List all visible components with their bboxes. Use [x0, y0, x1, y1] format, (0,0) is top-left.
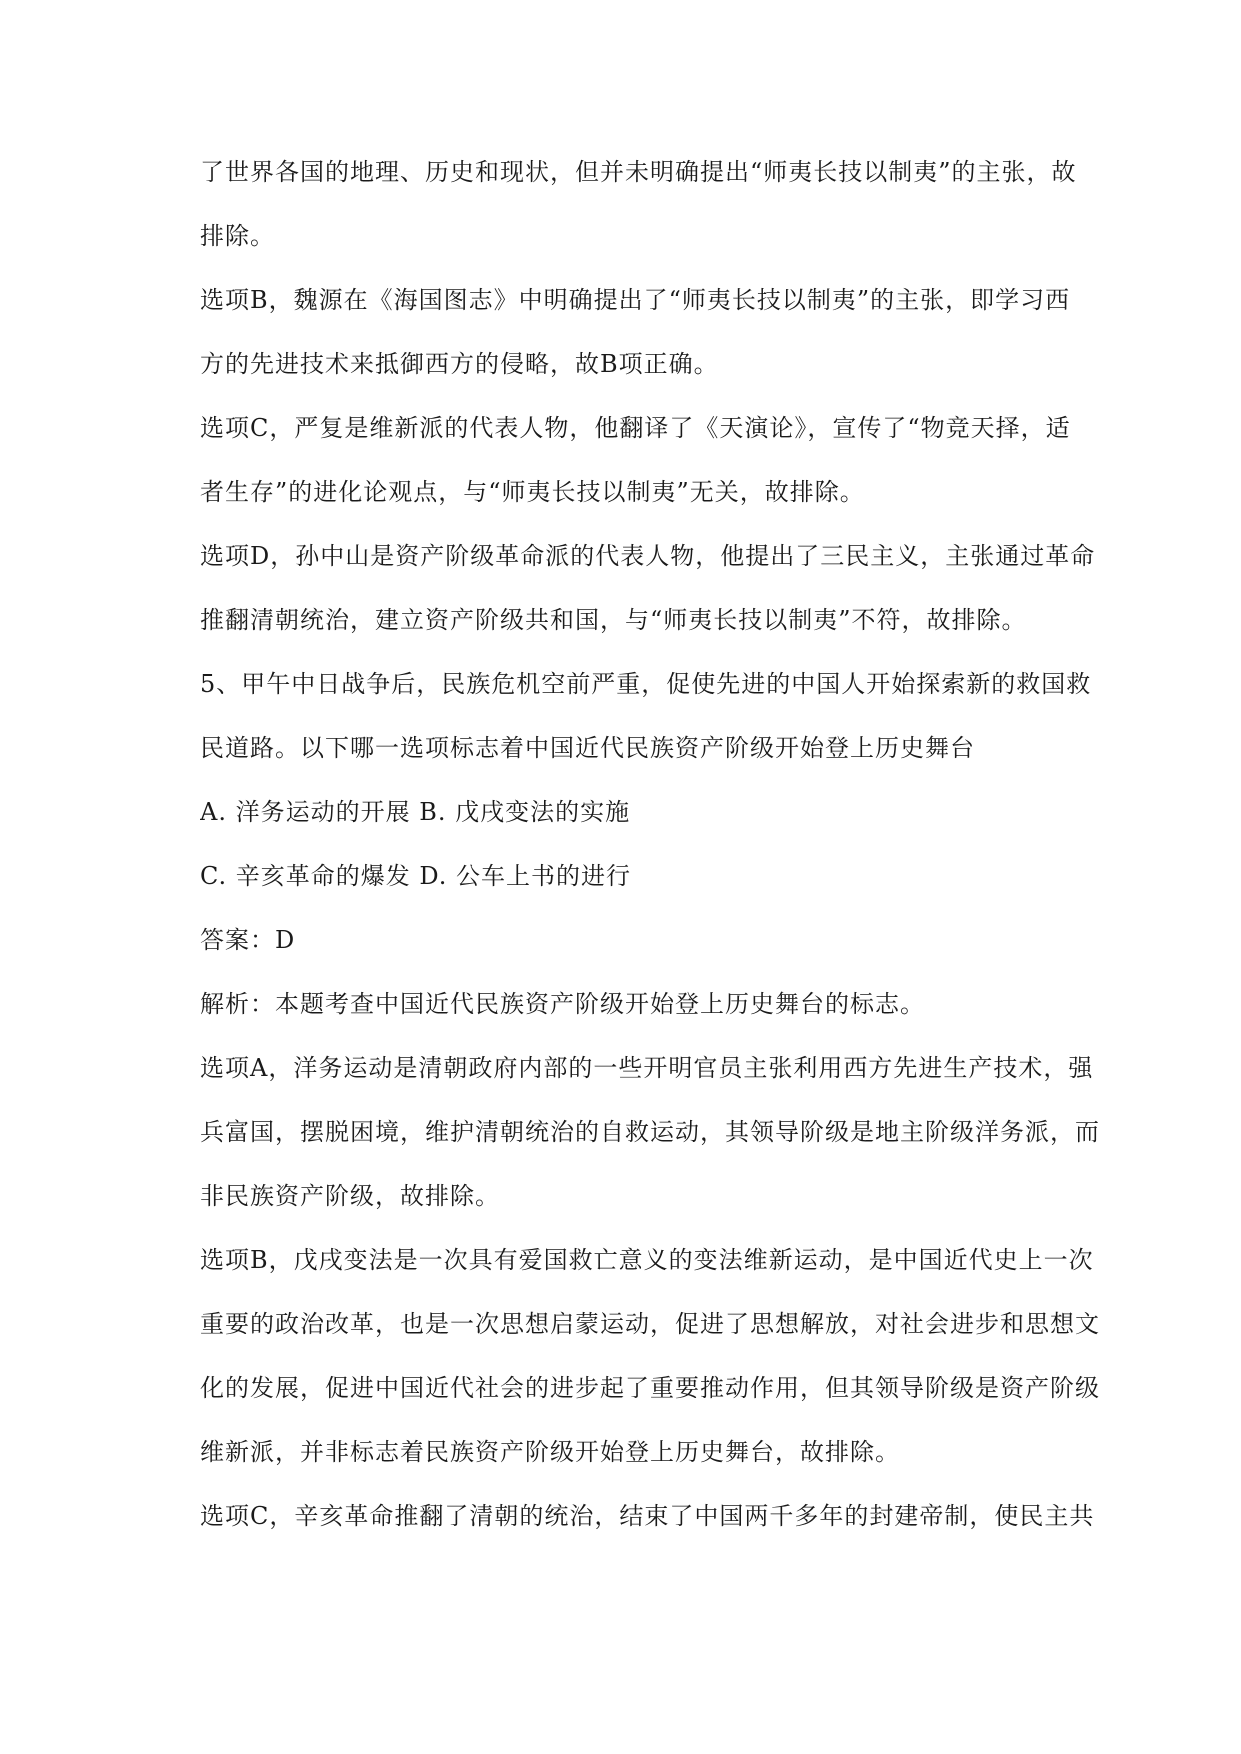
text-line: 方的先进技术来抵御西方的侵略，故B项正确。: [200, 350, 719, 378]
text-line: 推翻清朝统治，建立资产阶级共和国，与“师夷长技以制夷”不符，故排除。: [200, 606, 1027, 634]
analysis-heading: 解析：本题考查中国近代民族资产阶级开始登上历史舞台的标志。: [200, 990, 925, 1018]
text-line: 非民族资产阶级，故排除。: [200, 1182, 500, 1210]
question-stem: 民道路。以下哪一选项标志着中国近代民族资产阶级开始登上历史舞台: [200, 734, 975, 762]
answer-options: C. 辛亥革命的爆发 D. 公车上书的进行: [200, 862, 632, 890]
text-line: 化的发展，促进中国近代社会的进步起了重要推动作用，但其领导阶级是资产阶级: [200, 1374, 1100, 1402]
answer-options: A. 洋务运动的开展 B. 戊戌变法的实施: [200, 798, 631, 826]
text-line: 兵富国，摆脱困境，维护清朝统治的自救运动，其领导阶级是地主阶级洋务派，而: [200, 1118, 1100, 1146]
text-line: 重要的政治改革，也是一次思想启蒙运动，促进了思想解放，对社会进步和思想文: [200, 1310, 1100, 1338]
answer-key: 答案：D: [200, 926, 296, 954]
text-line: 选项C，严复是维新派的代表人物，他翻译了《天演论》，宣传了“物竞天择，适: [200, 414, 1071, 442]
document-body: [200, 140, 1100, 1548]
question-stem: 5、甲午中日战争后，民族危机空前严重，促使先进的中国人开始探索新的救国救: [200, 670, 1092, 698]
text-line: 选项B，魏源在《海国图志》中明确提出了“师夷长技以制夷”的主张，即学习西: [200, 286, 1071, 314]
text-line: 选项B，戊戌变法是一次具有爱国救亡意义的变法维新运动，是中国近代史上一次: [200, 1246, 1094, 1274]
text-line: 选项C，辛亥革命推翻了清朝的统治，结束了中国两千多年的封建帝制，使民主共: [200, 1502, 1095, 1530]
text-line: 维新派，并非标志着民族资产阶级开始登上历史舞台，故排除。: [200, 1438, 900, 1466]
text-line: 选项A，洋务运动是清朝政府内部的一些开明官员主张利用西方先进生产技术，强: [200, 1054, 1094, 1082]
text-line: 排除。: [200, 222, 275, 250]
text-line: 选项D，孙中山是资产阶级革命派的代表人物，他提出了三民主义，主张通过革命: [200, 542, 1096, 570]
text-line: 了世界各国的地理、历史和现状，但并未明确提出“师夷长技以制夷”的主张，故: [200, 158, 1077, 186]
text-line: 者生存”的进化论观点，与“师夷长技以制夷”无关，故排除。: [200, 478, 865, 506]
